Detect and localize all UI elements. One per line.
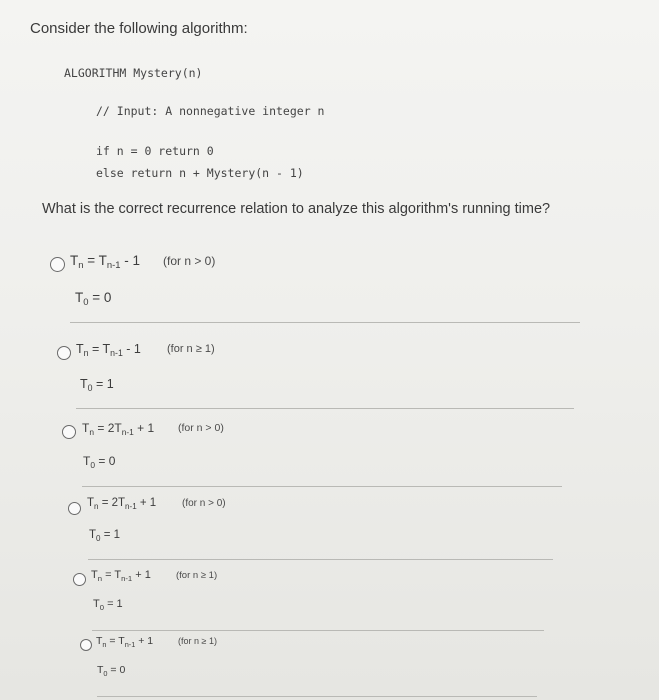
eq-sub: n-1 xyxy=(121,574,133,583)
base-sub: 0 xyxy=(87,383,93,393)
eq-mid: = 2T xyxy=(94,421,122,435)
radio-option-4[interactable] xyxy=(68,502,81,515)
eq-tail: + 1 xyxy=(135,635,154,647)
eq-tail: - 1 xyxy=(122,342,141,356)
option-divider xyxy=(76,408,574,409)
option-1-condition: (for n > 0) xyxy=(163,254,216,268)
base-tail: = 1 xyxy=(100,529,121,541)
eq-sub: n-1 xyxy=(121,427,134,437)
option-divider xyxy=(97,696,537,697)
eq-prefix: T xyxy=(82,421,90,435)
eq-sub: n-1 xyxy=(110,348,123,358)
option-2-condition: (for n ≥ 1) xyxy=(167,343,215,355)
base-prefix: T xyxy=(83,454,91,468)
radio-option-1[interactable] xyxy=(50,257,65,272)
option-4-base-case xyxy=(89,529,120,543)
eq-prefix: T xyxy=(91,569,98,581)
radio-option-5[interactable] xyxy=(73,573,86,586)
option-2-recurrence[interactable] xyxy=(76,342,141,358)
option-5-base-case xyxy=(93,598,123,612)
eq-mid: = T xyxy=(106,635,125,647)
eq-sub: n-1 xyxy=(106,260,121,271)
option-4-recurrence[interactable] xyxy=(87,497,156,511)
eq-tail: - 1 xyxy=(120,253,141,268)
option-6-base-case xyxy=(97,664,125,678)
eq-n-sub: n xyxy=(83,348,89,358)
algorithm-line-1: if n = 0 return 0 xyxy=(96,144,214,158)
option-6-recurrence[interactable] xyxy=(96,635,153,649)
option-3-condition: (for n > 0) xyxy=(178,422,224,434)
eq-mid: = T xyxy=(83,253,107,268)
eq-mid: = T xyxy=(88,342,111,356)
eq-sub: n-1 xyxy=(124,640,136,649)
option-1-recurrence[interactable] xyxy=(70,253,140,271)
base-tail: = 1 xyxy=(104,598,123,610)
base-sub: 0 xyxy=(99,603,105,612)
option-divider xyxy=(88,559,553,560)
base-prefix: T xyxy=(80,377,88,391)
base-tail: = 1 xyxy=(92,377,114,391)
option-3-recurrence[interactable] xyxy=(82,421,154,437)
option-6-condition: (for n ≥ 1) xyxy=(178,636,217,646)
base-sub: 0 xyxy=(83,297,89,308)
option-1-base-case xyxy=(75,290,111,308)
eq-n-sub: n xyxy=(94,502,99,511)
eq-n-sub: n xyxy=(89,427,95,437)
algorithm-header: ALGORITHM Mystery(n) xyxy=(64,66,203,80)
option-divider xyxy=(82,486,562,487)
eq-prefix: T xyxy=(87,497,95,509)
option-4-condition: (for n > 0) xyxy=(182,498,226,509)
base-tail: = 0 xyxy=(88,290,112,305)
eq-mid: = T xyxy=(102,569,122,581)
eq-tail: + 1 xyxy=(133,421,155,435)
base-sub: 0 xyxy=(96,534,101,543)
base-sub: 0 xyxy=(103,669,108,678)
question-prompt: What is the correct recurrence relation to analyze this algorithm's running time? xyxy=(42,201,551,217)
eq-mid: = 2T xyxy=(98,497,126,509)
option-5-recurrence[interactable] xyxy=(91,569,151,583)
option-5-condition: (for n ≥ 1) xyxy=(176,570,218,581)
radio-option-2[interactable] xyxy=(57,346,71,360)
eq-tail: + 1 xyxy=(136,497,157,509)
eq-prefix: T xyxy=(70,253,79,268)
eq-tail: + 1 xyxy=(132,569,151,581)
eq-n-sub: n xyxy=(102,640,107,649)
base-prefix: T xyxy=(75,290,84,305)
base-prefix: T xyxy=(97,664,104,676)
base-tail: = 0 xyxy=(95,454,116,468)
radio-option-6[interactable] xyxy=(80,639,92,651)
question-title: Consider the following algorithm: xyxy=(30,20,248,37)
radio-option-3[interactable] xyxy=(62,425,76,439)
option-3-base-case xyxy=(83,454,115,470)
eq-prefix: T xyxy=(76,342,84,356)
option-divider xyxy=(92,630,544,631)
algorithm-comment: // Input: A nonnegative integer n xyxy=(96,104,325,118)
option-2-base-case xyxy=(80,377,114,393)
base-sub: 0 xyxy=(90,460,96,470)
option-divider xyxy=(70,322,580,323)
base-prefix: T xyxy=(93,598,100,610)
base-prefix: T xyxy=(89,529,97,541)
eq-n-sub: n xyxy=(78,260,84,271)
eq-prefix: T xyxy=(96,635,103,647)
algorithm-line-2: else return n + Mystery(n - 1) xyxy=(96,166,304,180)
base-tail: = 0 xyxy=(107,664,126,676)
eq-sub: n-1 xyxy=(125,502,137,511)
eq-n-sub: n xyxy=(97,574,103,583)
